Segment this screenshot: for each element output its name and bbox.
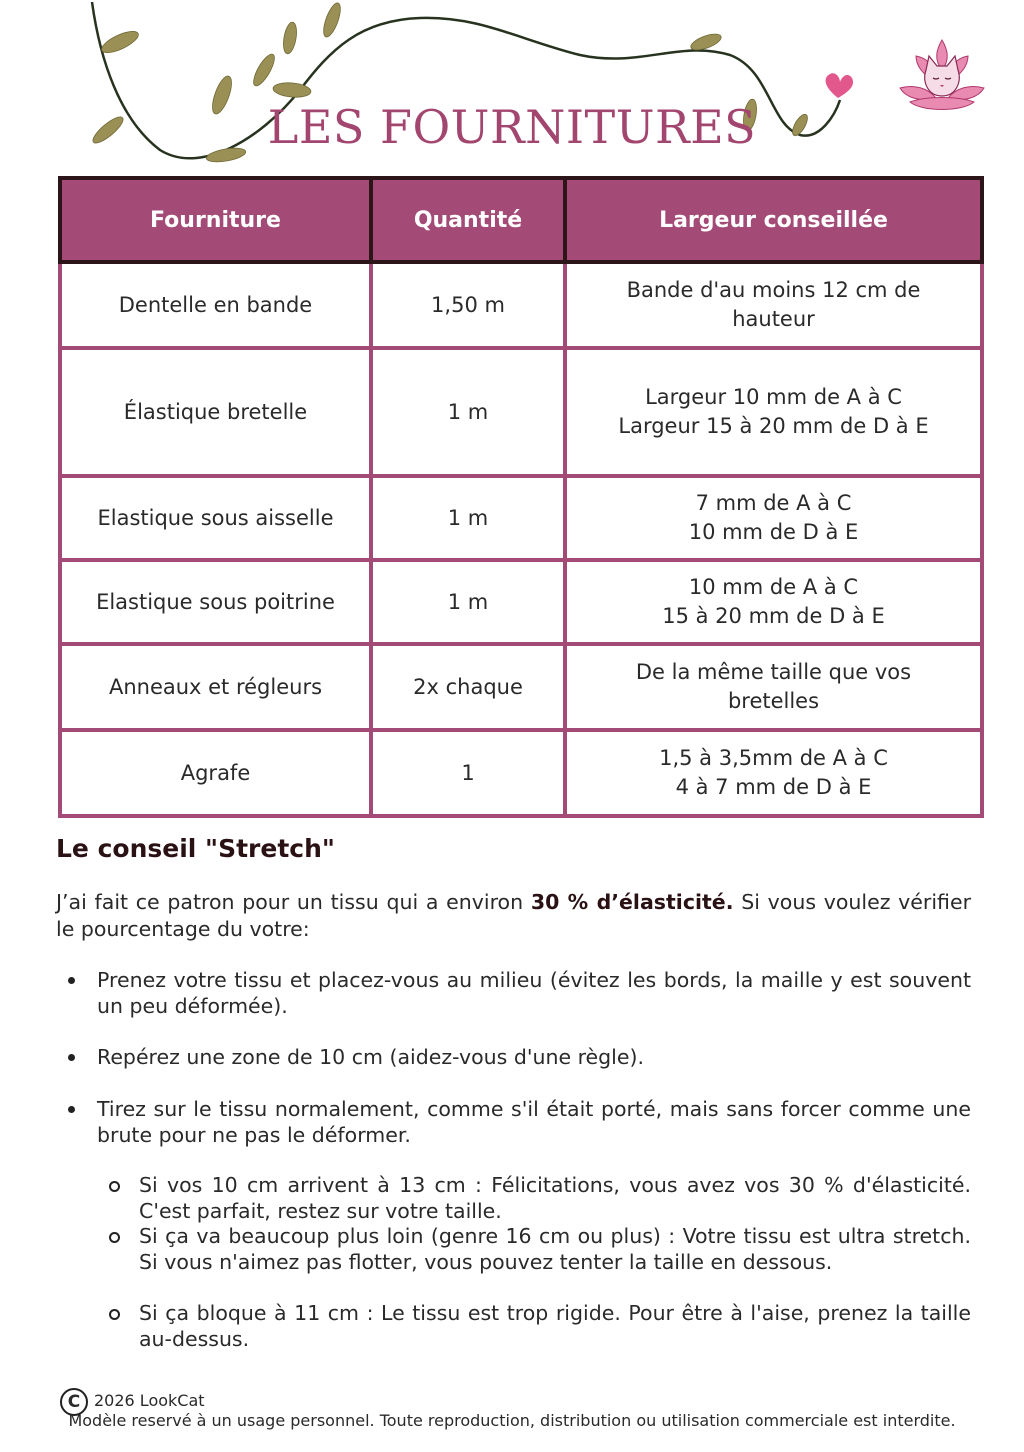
cell-quantity: 1,50 m <box>371 262 565 348</box>
cell-quantity: 1 <box>371 730 565 816</box>
width-line: hauteur <box>732 307 815 331</box>
cell-width <box>565 730 982 816</box>
cell-width <box>565 644 982 730</box>
supplies-table <box>58 176 984 818</box>
cell-quantity: 1 m <box>371 476 565 560</box>
table-header-row <box>60 178 982 262</box>
cell-item: Anneaux et régleurs <box>60 644 371 730</box>
table-row <box>60 262 982 348</box>
legal-notice: Modèle reservé à un usage personnel. Toute reproduction, distribution ou utilisation commerciale est interdite. <box>68 1411 956 1430</box>
cell-width <box>565 476 982 560</box>
cell-item: Elastique sous poitrine <box>60 560 371 644</box>
cell-item: Agrafe <box>60 730 371 816</box>
cell-item: Élastique bretelle <box>60 348 371 476</box>
intro-bold-text: 30 % d’élasticité. <box>530 890 734 914</box>
width-line: 4 à 7 mm de D à E <box>675 775 872 799</box>
cell-quantity: 1 m <box>371 348 565 476</box>
intro-text: J’ai fait ce patron pour un tissu qui a environ <box>56 890 531 914</box>
cell-width <box>565 262 982 348</box>
list-item: Tirez sur le tissu normalement, comme s'il était porté, mais sans forcer comme une brute pour ne pas le déformer. <box>97 1097 971 1147</box>
cell-quantity: 2x chaque <box>371 644 565 730</box>
intro-paragraph <box>56 889 971 943</box>
cell-quantity: 1 m <box>371 560 565 644</box>
cell-width <box>565 560 982 644</box>
list-item: Prenez votre tissu et placez-vous au milieu (évitez les bords, la maille y est souvent un peu déformée). <box>97 968 971 1018</box>
section-heading: Le conseil "Stretch" <box>56 834 335 863</box>
list-item: Repérez une zone de 10 cm (aidez-vous d'une règle). <box>97 1044 971 1070</box>
table-row <box>60 476 982 560</box>
width-line: 15 à 20 mm de D à E <box>662 604 885 628</box>
table-row <box>60 644 982 730</box>
intro-text: Si vous voulez vérifier le pourcentage du votre: <box>56 890 971 941</box>
cell-width <box>565 348 982 476</box>
sub-list-item: Si vos 10 cm arrivent à 13 cm : Félicitations, vous avez vos 30 % d'élasticité. C'est parfait, restez sur votre taille. <box>139 1173 971 1223</box>
width-line: Largeur 15 à 20 mm de D à E <box>618 414 929 438</box>
column-header: Largeur conseillée <box>565 178 982 262</box>
copyright-text: 2026 LookCat <box>94 1390 205 1410</box>
width-line: 10 mm de A à C <box>688 575 859 599</box>
page-title: LES FOURNITURES <box>267 100 757 154</box>
sub-list-item: Si ça bloque à 11 cm : Le tissu est trop rigide. Pour être à l'aise, prenez la taille au-dessus. <box>139 1301 971 1351</box>
sub-list-item: Si ça va beaucoup plus loin (genre 16 cm ou plus) : Votre tissu est ultra stretch. Si vous n'aimez pas flotter, vous pouvez tenter la taille en dessous. <box>139 1224 971 1274</box>
table-row <box>60 730 982 816</box>
column-header: Fourniture <box>60 178 371 262</box>
width-line: 7 mm de A à C <box>695 491 852 515</box>
width-line: De la même taille que vos <box>635 660 912 684</box>
lotus-cat-logo-icon <box>896 36 988 116</box>
column-header: Quantité <box>371 178 565 262</box>
width-line: 1,5 à 3,5mm de A à C <box>659 746 888 770</box>
width-line: 10 mm de D à E <box>688 520 859 544</box>
width-line: Largeur 10 mm de A à C <box>645 385 902 409</box>
width-line: bretelles <box>727 689 820 713</box>
copyright-icon: C <box>60 1388 88 1416</box>
cell-item: Dentelle en bande <box>60 262 371 348</box>
table-row <box>60 560 982 644</box>
cell-item: Elastique sous aisselle <box>60 476 371 560</box>
table-row <box>60 348 982 476</box>
width-line: Bande d'au moins 12 cm de <box>626 278 921 302</box>
